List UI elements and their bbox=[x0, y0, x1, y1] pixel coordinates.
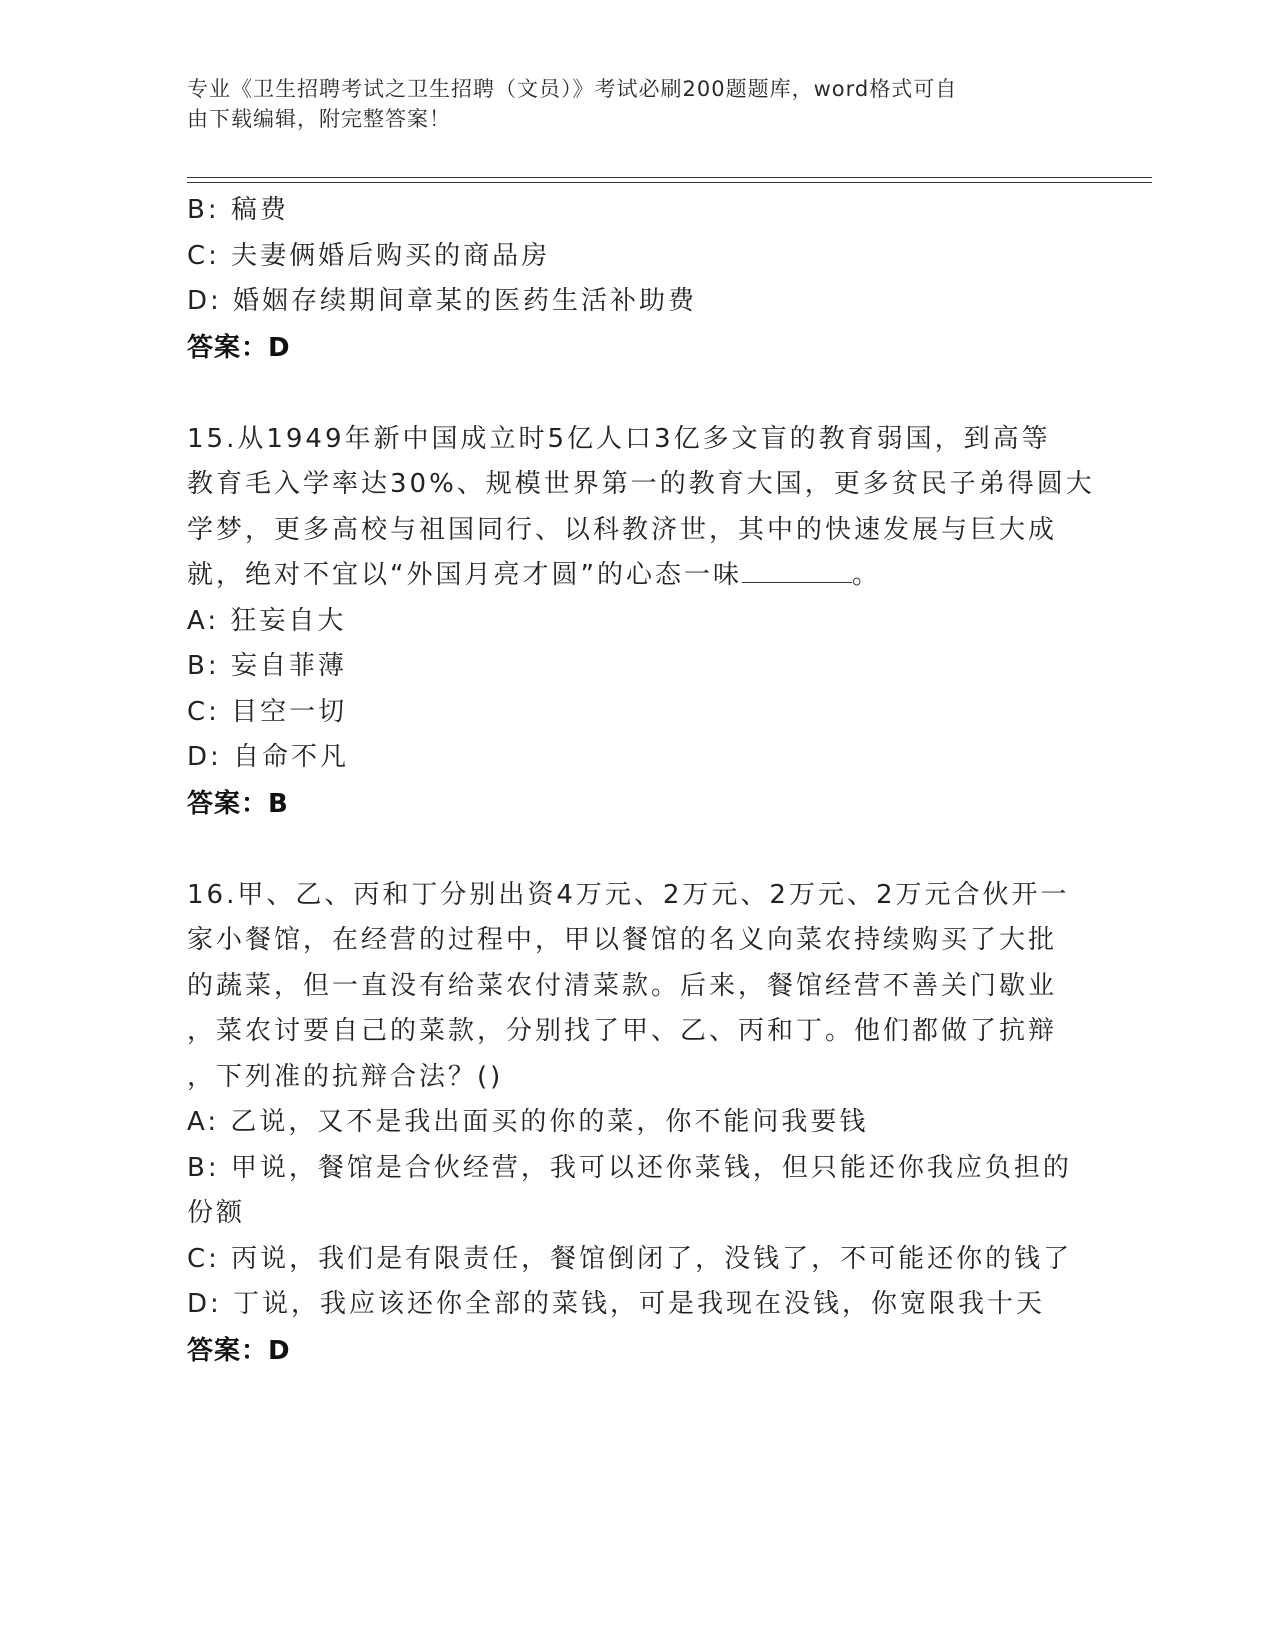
q15-answer: 答案：B bbox=[187, 788, 289, 819]
q16-option-c: C: 丙说，我们是有限责任，餐馆倒闭了，没钱了，不可能还你的钱了 bbox=[187, 1243, 1073, 1274]
spacer bbox=[187, 371, 1087, 416]
q15-stem-line-2: 教育毛入学率达30%、规模世界第一的教育大国，更多贫民子弟得圆大 bbox=[187, 469, 1095, 499]
q14-option-c: C: 夫妻俩婚后购买的商品房 bbox=[187, 240, 551, 271]
q16-option-b-line-2: 份额 bbox=[187, 1198, 246, 1228]
q15-option-b: B: 妄自菲薄 bbox=[187, 651, 347, 681]
header-note bbox=[187, 74, 1067, 134]
fill-in-blank bbox=[742, 556, 852, 583]
q16-option-d: D: 丁说，我应该还你全部的菜钱，可是我现在没钱，你宽限我十天 bbox=[187, 1289, 1046, 1319]
q15-stem-line-4 bbox=[187, 553, 1087, 599]
question-content bbox=[187, 188, 1095, 1374]
header-note-line-1: 专业《卫生招聘考试之卫生招聘（文员）》考试必刷200题题库，word格式可自 bbox=[187, 77, 958, 101]
q16-stem-line-1: 16.甲、乙、丙和丁分别出资4万元、2万元、2万元、2万元合伙开一 bbox=[187, 879, 1070, 910]
q15-stem-line-4-end: 。 bbox=[851, 560, 881, 590]
q14-option-d: D: 婚姻存续期间章某的医药生活补助费 bbox=[187, 286, 698, 316]
q15-option-d: D: 自命不凡 bbox=[187, 742, 350, 772]
question-15 bbox=[187, 417, 1095, 827]
spacer bbox=[187, 827, 1087, 872]
q14-option-b: B: 稿费 bbox=[187, 195, 289, 225]
q15-option-c: C: 目空一切 bbox=[187, 696, 348, 727]
header-rule-bottom bbox=[187, 182, 1152, 183]
q16-stem-line-5: ，下列准的抗辩合法？() bbox=[187, 1061, 504, 1092]
q16-option-b-line-1: B: 甲说，餐馆是合伙经营，我可以还你菜钱，但只能还你我应负担的 bbox=[187, 1152, 1072, 1183]
header-note-line-2: 由下载编辑，附完整答案！ bbox=[187, 107, 451, 131]
q15-option-a: A: 狂妄自大 bbox=[187, 605, 347, 636]
question-14-tail bbox=[187, 188, 1087, 371]
q15-stem-line-1: 15.从1949年新中国成立时5亿人口3亿多文盲的教育弱国，到高等 bbox=[187, 423, 1051, 454]
q16-stem-line-3: 的蔬菜，但一直没有给菜农付清菜款。后来，餐馆经营不善关门歇业 bbox=[187, 970, 1058, 1001]
q16-answer: 答案：D bbox=[187, 1335, 291, 1366]
q14-answer: 答案：D bbox=[187, 332, 291, 363]
q16-stem-line-4: ，菜农讨要自己的菜款，分别找了甲、乙、丙和丁。他们都做了抗辩 bbox=[187, 1016, 1058, 1046]
q16-option-a: A: 乙说，又不是我出面买的你的菜，你不能问我要钱 bbox=[187, 1107, 869, 1137]
header-rule-top bbox=[187, 177, 1152, 178]
q16-stem-line-2: 家小餐馆，在经营的过程中，甲以餐馆的名义向菜农持续购买了大批 bbox=[187, 925, 1058, 955]
q15-stem-line-4-text: 就，绝对不宜以“外国月亮才圆”的心态一味 bbox=[187, 560, 742, 590]
q15-stem-line-3: 学梦，更多高校与祖国同行、以科教济世，其中的快速发展与巨大成 bbox=[187, 514, 1058, 545]
question-16 bbox=[187, 873, 1087, 1374]
